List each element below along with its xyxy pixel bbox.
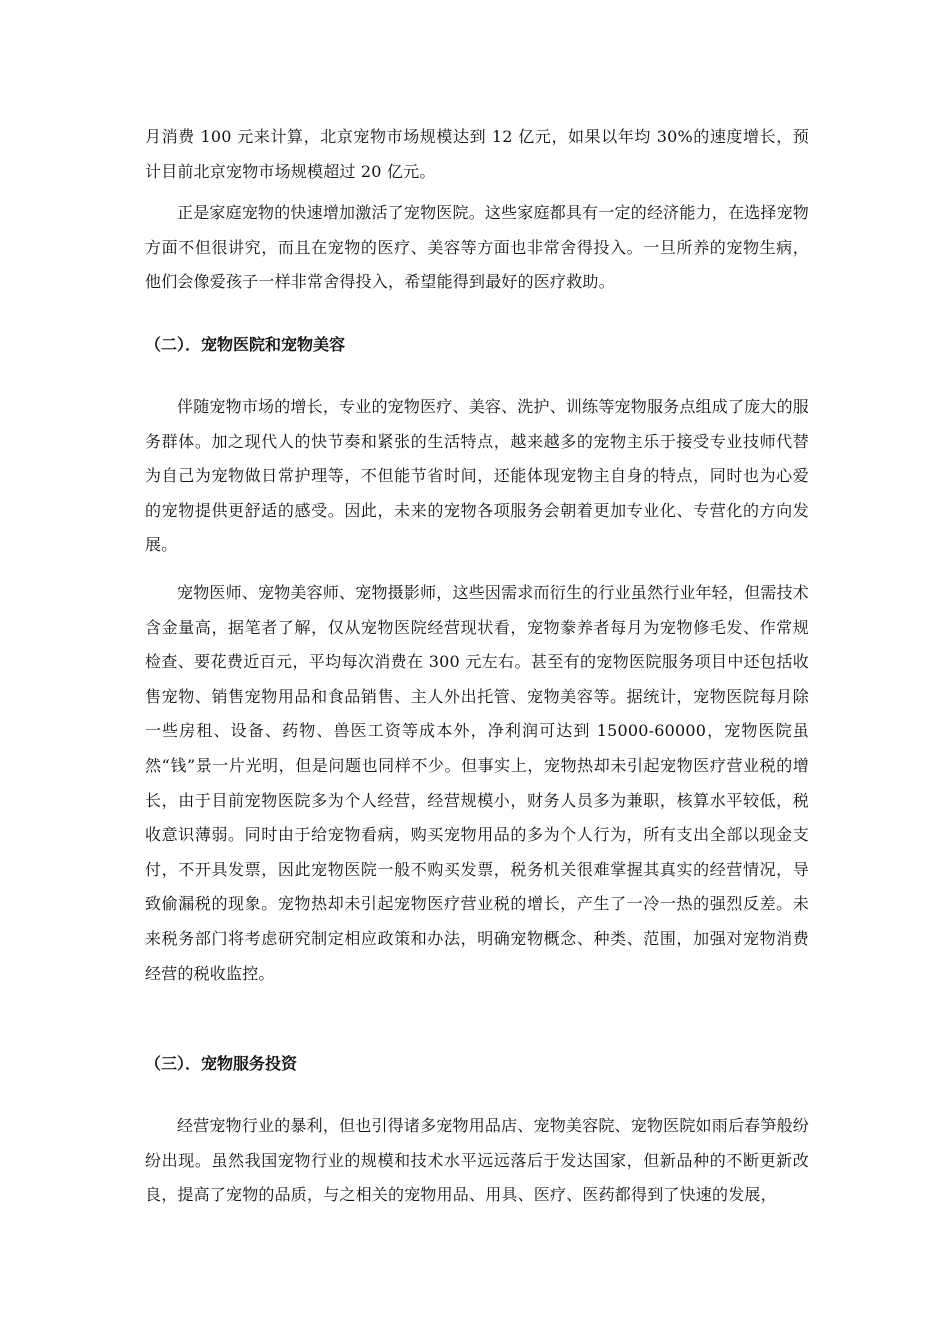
- paragraph-pet-hospital-activation: 正是家庭宠物的快速增加激活了宠物医院。这些家庭都具有一定的经济能力，在选择宠物方面不但很讲究，而且在宠物的医疗、美容等方面也非常舍得投入。一旦所养的宠物生病，他们会像爱孩子一样非常舍得投入，希望能得到最好的医疗救助。: [145, 203, 809, 292]
- paragraph-pet-professions-tax: 宠物医师、宠物美容师、宠物摄影师，这些因需求而衍生的行业虽然行业年轻，但需技术含金量高，据笔者了解，仅从宠物医院经营现状看，宠物豢养者每月为宠物修毛发、作常规检查、要花费近百元，平均每次消费在 300 元左右。甚至有的宠物医院服务项目中还包括收售宠物、销售宠物用品和食品销售、主人外出托管、宠物美容等。据统计，宠物医院每月除一些房租、设备、药物、兽医工资等成本外，净利润可达到 15000-60000，宠物医院虽然“钱”景一片光明，但是问题也同样不少。但事实上，宠物热却未引起宠物医疗营业税的增长，由于目前宠物医院多为个人经营，经营规模小，财务人员多为兼职，核算水平较低，税收意识薄弱。同时由于给宠物看病，购买宠物用品的多为个人行为，所有支出全部以现金支付，不开具发票，因此宠物医院一般不购买发票，税务机关很难掌握其真实的经营情况，导致偷漏税的现象。宠物热却未引起宠物医疗营业税的增长，产生了一冷一热的强烈反差。未来税务部门将考虑研究制定相应政策和办法，明确宠物概念、种类、范围，加强对宠物消费经营的税收监控。: [145, 583, 809, 983]
- section-heading-hospital-grooming: （二）．宠物医院和宠物美容: [145, 335, 346, 354]
- section-heading-service-investment: （三）．宠物服务投资: [145, 1054, 298, 1073]
- paragraph-pet-industry-profit: 经营宠物行业的暴利，但也引得诸多宠物用品店、宠物美容院、宠物医院如雨后春笋般纷纷出现。虽然我国宠物行业的规模和技术水平远远落后于发达国家，但新品种的不断更新改良，提高了宠物的品质，与之相关的宠物用品、用具、医疗、医药都得到了快速的发展，: [145, 1116, 809, 1205]
- paragraph-pet-services-growth: 伴随宠物市场的增长，专业的宠物医疗、美容、洗护、训练等宠物服务点组成了庞大的服务群体。加之现代人的快节奏和紧张的生活特点，越来越多的宠物主乐于接受专业技师代替为自己为宠物做日常护理等，不但能节省时间，还能体现宠物主自身的特点，同时也为心爱的宠物提供更舒适的感受。因此，未来的宠物各项服务会朝着更加专业化、专营化的方向发展。: [145, 397, 809, 555]
- paragraph-market-size-continuation: 月消费 100 元来计算，北京宠物市场规模达到 12 亿元，如果以年均 30%的速度增长，预计目前北京宠物市场规模超过 20 亿元。: [145, 127, 809, 181]
